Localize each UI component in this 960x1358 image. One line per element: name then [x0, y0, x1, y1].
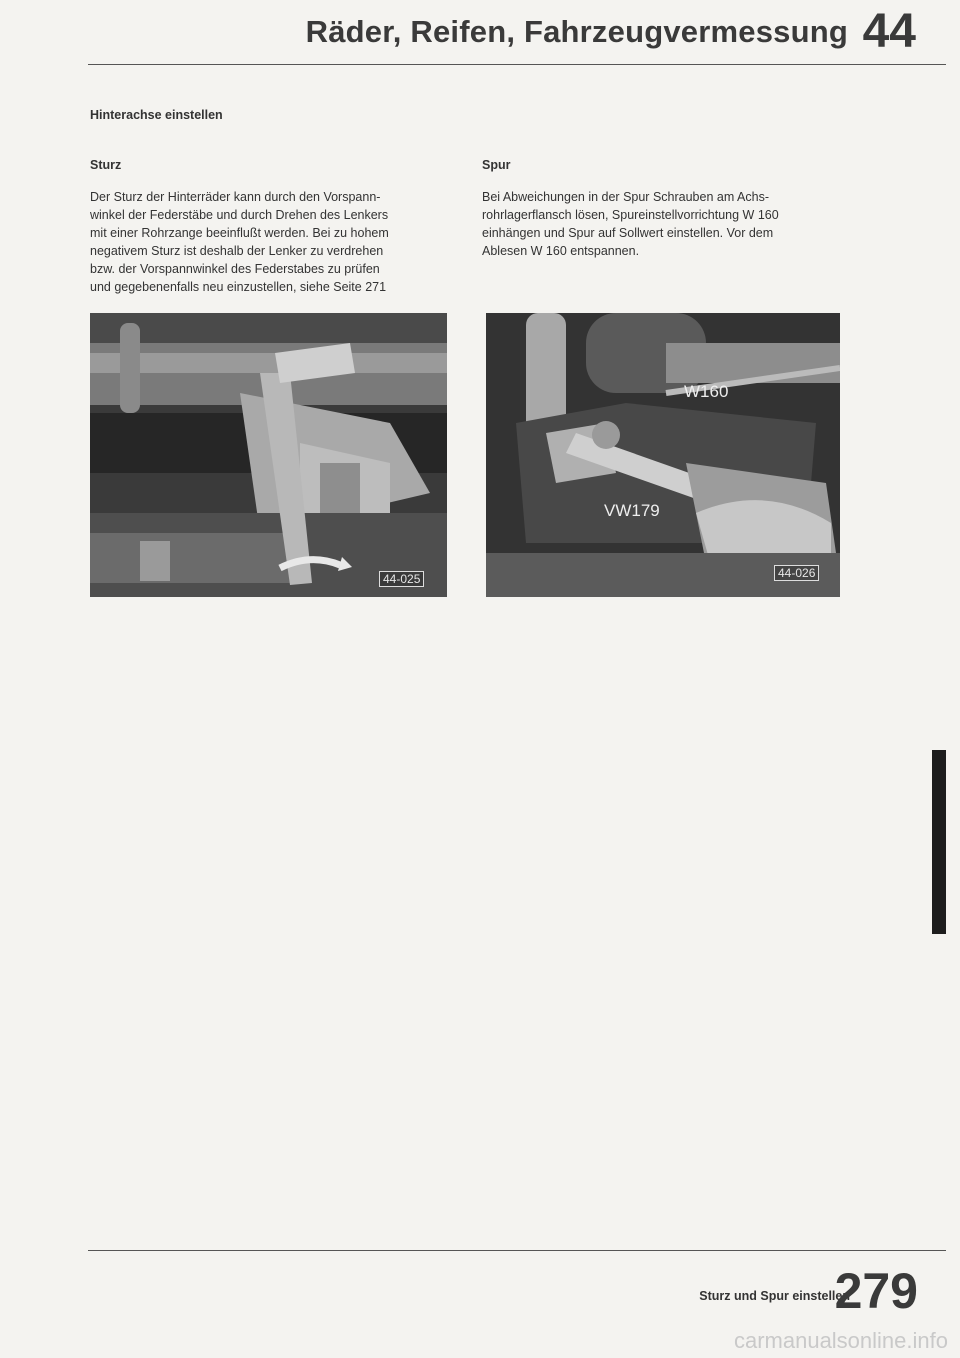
figure-id-left: 44-025	[379, 571, 424, 587]
text-line: und gegebenenfalls neu einzustellen, siehe Seite 271	[90, 280, 387, 294]
text-line: Bei Abweichungen in der Spur Schrauben am Achs-	[482, 190, 769, 204]
header-title: Räder, Reifen, Fahrzeugvermessung	[305, 14, 848, 49]
right-column-text	[482, 188, 862, 260]
photo-illustration	[90, 313, 447, 597]
footer-caption: Sturz und Spur einstellen	[699, 1289, 850, 1303]
text-line: rohrlagerflansch lösen, Spureinstellvorrichtung W 160	[482, 208, 779, 222]
text-line: bzw. der Vorspannwinkel des Federstabes zu prüfen	[90, 262, 380, 276]
tool-label-vw179: VW179	[604, 501, 660, 520]
left-column-text	[90, 188, 460, 296]
section-heading: Hinterachse einstellen	[90, 108, 223, 122]
chapter-number: 44	[862, 5, 916, 58]
text-line: Ablesen W 160 entspannen.	[482, 244, 640, 258]
top-rule	[88, 64, 946, 65]
figure-id-right: 44-026	[774, 565, 819, 581]
text-line: negativem Sturz ist deshalb der Lenker zu verdrehen	[90, 244, 384, 258]
photo-illustration	[486, 313, 840, 597]
left-column-heading: Sturz	[90, 158, 122, 172]
right-column-heading: Spur	[482, 158, 511, 172]
watermark: carmanualsonline.info	[733, 1328, 948, 1353]
text-line: mit einer Rohrzange beeinflußt werden. Bei zu hohem	[90, 226, 389, 240]
photo-toe-adjustment	[486, 313, 840, 597]
page-number: 279	[834, 1263, 918, 1319]
text-line: einhängen und Spur auf Sollwert einstellen. Vor dem	[482, 226, 774, 240]
photo-camber-adjustment	[90, 313, 447, 597]
tool-label-w160: W160	[684, 382, 729, 401]
bottom-rule	[88, 1250, 946, 1251]
side-chapter-tab	[932, 750, 946, 934]
text-line: winkel der Federstäbe und durch Drehen des Lenkers	[90, 208, 389, 222]
text-line: Der Sturz der Hinterräder kann durch den Vorspann-	[90, 190, 381, 204]
